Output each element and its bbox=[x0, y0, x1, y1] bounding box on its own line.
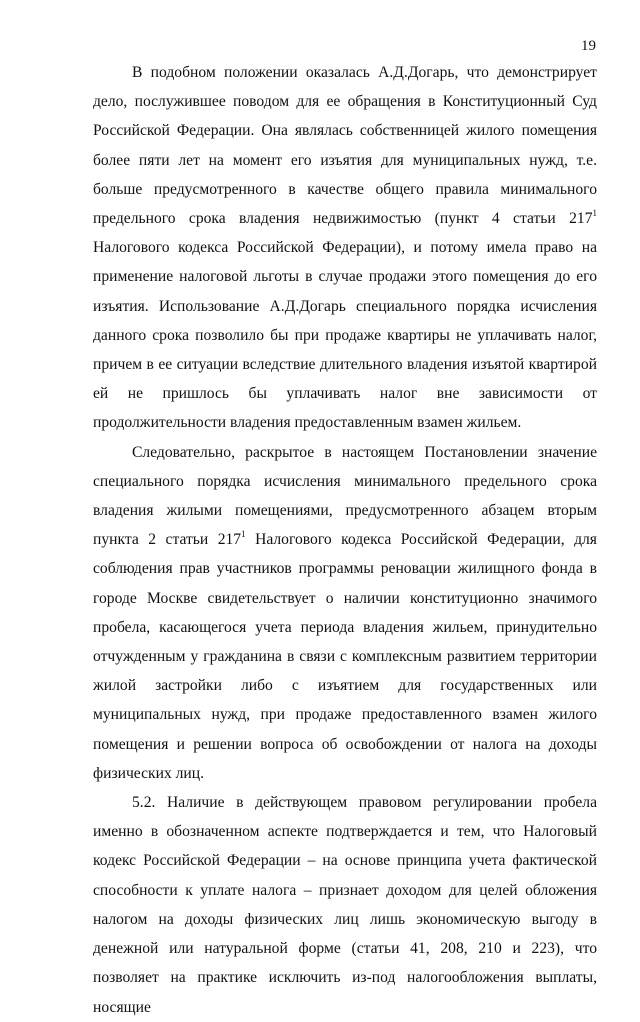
paragraph-2-text: Следовательно, раскрытое в настоящем Постановлении значение специального порядка исчисления минимального предельного срока владения жилыми помещениями, предусмотренного абзацем вторым пункта 2 статьи 217 bbox=[93, 443, 597, 549]
paragraph-3-text: 5.2. Наличие в действующем правовом регулировании пробела именно в обозначенном аспекте подтверждается и тем, что Налоговый кодекс Российской Федерации – на основе принципа учета фактической способности к уплате налога – признает доходом для целей обложения налогом на доходы физических лиц лишь экономическую выгоду в денежной или натуральной форме (статьи 41, 208, 210 и 223), что позволяет на практике исключить из-под налогообложения выплаты, носящие bbox=[93, 794, 597, 1016]
paragraph-1 bbox=[93, 58, 597, 438]
paragraph-1-text: В подобном положении оказалась А.Д.Догарь, что демонстрирует дело, послужившее поводом для ее обращения в Конституционный Суд Российской Федерации. Она являлась собственницей жилого помещения более пяти лет на момент его изъятия для муниципальных нужд, т.е. больше предусмотренного в качестве общего правила минимального предельного срока владения недвижимостью (пункт 4 статьи 217 bbox=[93, 64, 597, 228]
paragraph-2 bbox=[93, 438, 597, 788]
page-number: 19 bbox=[581, 38, 596, 54]
paragraph-1-text-cont: Налогового кодекса Российской Федерации), и потому имела право на применение налоговой льготы в случае продажи этого помещения до его изъятия. Использование А.Д.Догарь специального порядка исчисления данного срока позволило бы при продаже квартиры не уплачивать налог, причем в ее ситуации вследствие длительного владения изъятой квартирой ей не пришлось бы уплачивать налог вне зависимости от продолжительности владения предоставленным взамен жильем. bbox=[93, 239, 597, 432]
superscript-marker: 1 bbox=[241, 529, 246, 540]
paragraph-2-text-cont: Налогового кодекса Российской Федерации, для соблюдения прав участников программы реновации жилищного фонда в городе Москве свидетельствует о наличии конституционно значимого пробела, касающегося учета периода владения жильем, принудительно отчужденным у гражданина в связи с комплексным развитием территории жилой застройки либо с изъятием для государственных или муниципальных нужд, при продаже предоставленного взамен жилого помещения и решении вопроса об освобождении от налога на доходы физических лиц. bbox=[93, 531, 597, 782]
document-body bbox=[93, 58, 597, 1022]
superscript-marker: 1 bbox=[592, 207, 597, 218]
